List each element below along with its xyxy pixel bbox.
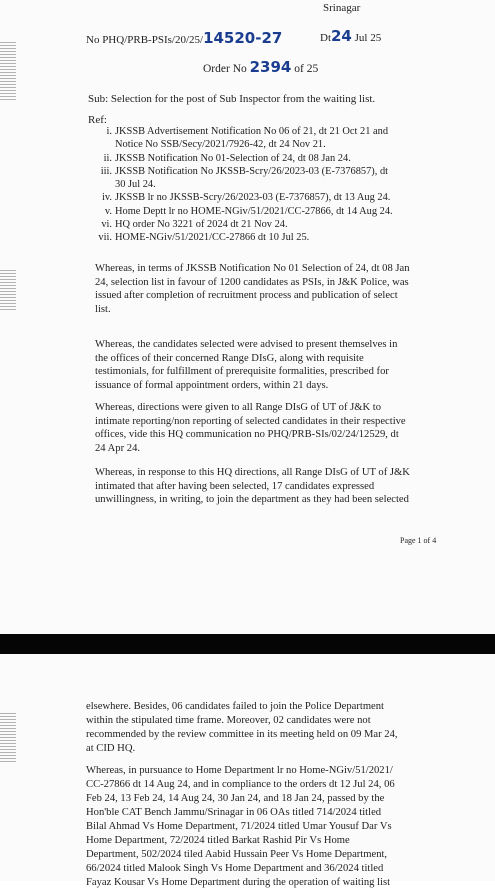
ref-item: ii. JKSSB Notification No 01-Selection of 24, dt 08 Jan 24. [103, 152, 351, 164]
letter-number-handwritten: 14520-27 [203, 29, 283, 47]
scan-punch-mark [0, 40, 16, 100]
ref-item: vi. HQ order No 3221 of 2024 dt 21 Nov 24. [101, 219, 288, 231]
paragraph: Whereas, directions were given to all Range DIsG of UT of J&K to intimate reporting/non reporting of selected candidates in their respective offices, vide this HQ communication no PHQ/PRB-SIs/02/24/12529, dt 24 Apr 24. [95, 402, 406, 454]
scan-punch-mark [0, 712, 16, 762]
page-footer: Page 1 of 4 [400, 536, 437, 545]
order-prefix: Order No [203, 63, 247, 75]
scan-punch-mark [0, 270, 16, 310]
letter-number [86, 29, 282, 47]
document-page-2 [0, 654, 495, 888]
date-prefix: Dt [320, 32, 331, 44]
order-handwritten: 2394 [249, 58, 292, 76]
order-number [203, 58, 318, 76]
paragraph: Whereas, the candidates selected were advised to present themselves in the offices of their concerned Range DIsG, along with requisite testimonials, for fulfillment of prerequisite formalities, prescribed for issuance of formal appointment orders, within 21 days. [95, 339, 398, 391]
paragraph: Whereas, in pursuance to Home Department lr no Home-NGiv/51/2021/ CC-27866 dt 14 Aug 24, and in compliance to the orders dt 12 Jul 24, 06 Feb 24, 13 Feb 24, 14 Aug 24, 30 Jan 24, and 18 Jan 24, passed by the Hon'ble CAT Bench Jammu/Srinagar in 06 OAs titled 714/2024 titled Bilal Ahmad Vs Home Department, 71/2024 titled Umar Yousuf Dar Vs Home Department, 72/2024 titled Barkat Rashid Pir Vs Home Department, 502/2024 tiled Aabid Hussain Peer Vs Home Department, 66/2024 titled Malook Singh Vs Home Department and 36/2024 titled Fayaz Kousar Vs Home Department during the operation of waiting list [86, 765, 395, 888]
paragraph: Whereas, in terms of JKSSB Notification No 01 Selection of 24, dt 08 Jan 24, selection list in favour of 1200 candidates as PSIs, in J&K Police, was issued after completion of recruitment process and publication of select list. [95, 263, 410, 315]
letter-number-prefix: No PHQ/PRB-PSIs/20/25/ [86, 34, 204, 46]
city-label: Srinagar [323, 2, 361, 14]
subject-line: Sub: Selection for the post of Sub Inspector from the waiting list. [88, 93, 376, 105]
paragraph: Whereas, in response to this HQ directions, all Range DIsG of UT of J&K intimated that after having been selected, 17 candidates expressed unwillingness, in writing, to join the department as they had been selected [95, 467, 410, 506]
paragraph: elsewhere. Besides, 06 candidates failed to join the Police Department within the stipulated time frame. Moreover, 02 candidates were not recommended by the review committee in its meeting held on 09 Mar 24, at CID HQ. [86, 701, 398, 754]
ref-item: iv. JKSSB lr no JKSSB-Scry/26/2023-03 (E-7376857), dt 13 Aug 24. [101, 192, 391, 204]
ref-heading: Ref: [88, 114, 107, 126]
date-suffix: Jul 25 [354, 32, 382, 44]
reference-list [92, 125, 442, 245]
ref-item: v. Home Deptt lr no HOME-NGiv/51/2021/CC-27866, dt 14 Aug 24. [104, 205, 393, 217]
letter-date [320, 27, 381, 45]
order-suffix: of 25 [294, 63, 319, 75]
date-handwritten: 24 [331, 27, 352, 45]
ref-item: iii. JKSSB Notification No JKSSB-Scry/26/2023-03 (E-7376857), dt 30 Jul 24. [100, 165, 389, 191]
page-separator [0, 634, 495, 654]
ref-item: i. JKSSB Advertisement Notification No 06 of 21, dt 21 Oct 21 and Notice No SSB/Secy/2021/7926-42, dt 24 Nov 21. [106, 126, 389, 151]
ref-item: vii. HOME-NGiv/51/2021/CC-27866 dt 10 Jul 25. [98, 232, 310, 244]
